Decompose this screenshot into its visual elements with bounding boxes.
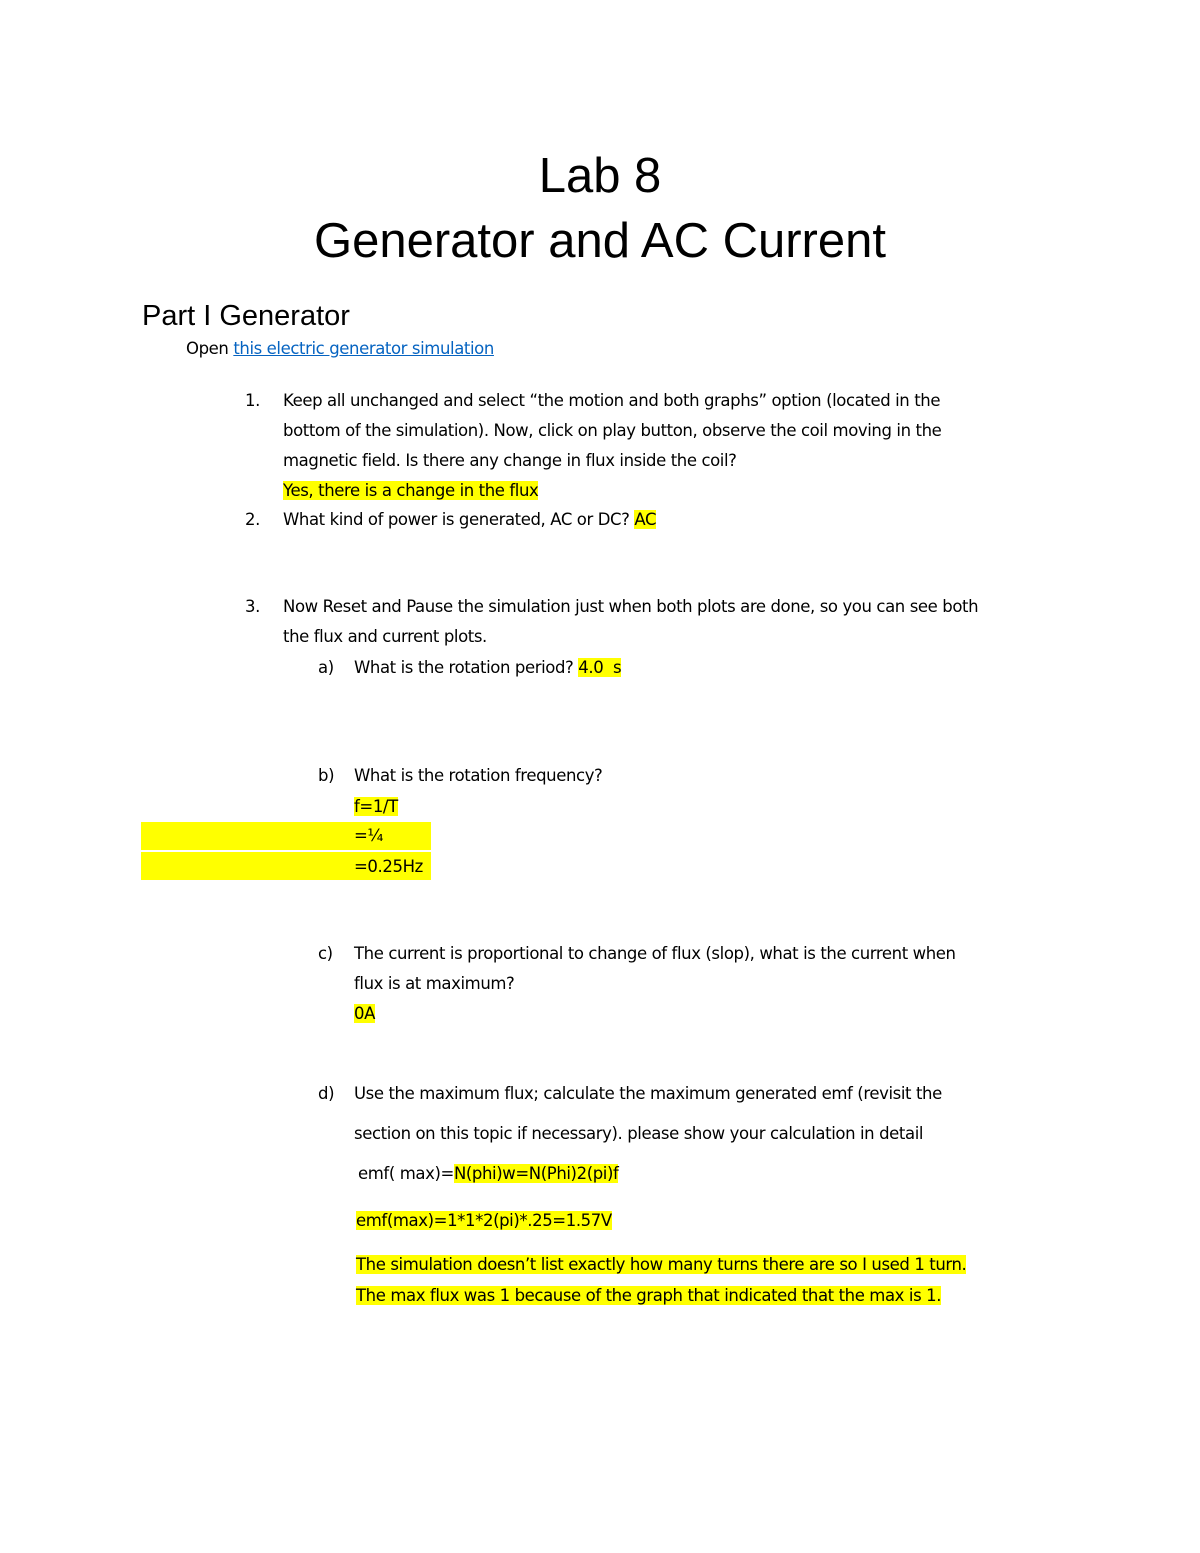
intro-line (186, 337, 494, 361)
q3d-formula: N(phi)w=N(Phi)2(pi)f (453, 1164, 619, 1183)
q3d-explanation-line-2 (356, 1284, 941, 1308)
q3d-formula-prefix: emf( max)= (358, 1164, 454, 1183)
q3d-explanation-line-1 (356, 1253, 966, 1277)
q3c-answer: 0A (354, 1004, 375, 1023)
q3a-answer: 4.0 s (578, 658, 622, 677)
q3d-explanation-1: The simulation doesn’t list exactly how many turns there are so I used 1 turn. (356, 1255, 967, 1274)
q3b-answer-formula: f=1/T (354, 797, 398, 816)
intro-prefix: Open (186, 339, 234, 358)
q3b-text: What is the rotation frequency? (354, 766, 603, 785)
q3d-line-2: section on this topic if necessary). please show your calculation in detail (354, 1124, 924, 1143)
q3b-answer-line-2: =¼ (354, 826, 384, 845)
q3b-answer-line-3: =0.25Hz (354, 857, 423, 876)
q3c-answer-line (354, 1002, 375, 1026)
q2-number: 2. (245, 510, 260, 529)
q3d-calculation: emf(max)=1*1*2(pi)*.25=1.57V (356, 1211, 612, 1230)
highlight-band-1 (141, 822, 431, 850)
title-subject: Generator and AC Current (314, 214, 886, 268)
simulation-link[interactable]: this electric generator simulation (233, 339, 494, 358)
q3a-line (354, 656, 621, 680)
q3d-line-1: Use the maximum flux; calculate the maximum generated emf (revisit the (354, 1084, 942, 1103)
q3d-calculation-line (356, 1209, 612, 1233)
q2-answer: AC (634, 510, 657, 529)
q1-number: 1. (245, 391, 260, 410)
q3c-label: c) (318, 944, 333, 963)
q1-answer-line (283, 479, 538, 503)
q3c-line-2: flux is at maximum? (354, 974, 515, 993)
q3d-formula-line (358, 1162, 618, 1186)
q3-line-1: Now Reset and Pause the simulation just when both plots are done, so you can see both (283, 597, 979, 616)
q2-line (283, 508, 656, 532)
q1-answer: Yes, there is a change in the flux (283, 481, 539, 500)
q3c-line-1: The current is proportional to change of flux (slop), what is the current when (354, 944, 956, 963)
q1-line-2: bottom of the simulation). Now, click on play button, observe the coil moving in the (283, 421, 942, 440)
title-lab-number: Lab 8 (538, 149, 662, 203)
q3d-explanation-2: The max flux was 1 because of the graph that indicated that the max is 1. (356, 1286, 942, 1305)
q1-line-1: Keep all unchanged and select “the motion and both graphs” option (located in the (283, 391, 941, 410)
q3b-label: b) (318, 766, 335, 785)
q3-line-2: the flux and current plots. (283, 627, 487, 646)
q3-number: 3. (245, 597, 260, 616)
q3b-answer-line-1 (354, 795, 398, 819)
section-heading: Part I Generator (142, 300, 350, 332)
q3d-label: d) (318, 1084, 335, 1103)
q3a-text: What is the rotation period? (354, 658, 579, 677)
q3a-label: a) (318, 658, 334, 677)
q1-line-3: magnetic field. Is there any change in flux inside the coil? (283, 451, 737, 470)
q2-text: What kind of power is generated, AC or DC? (283, 510, 635, 529)
